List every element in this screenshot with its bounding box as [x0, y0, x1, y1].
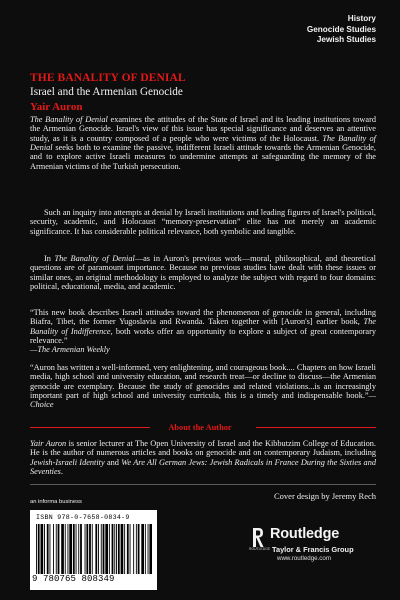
- title-italic: The Banality of Denial: [30, 133, 376, 153]
- barcode-bar: [95, 524, 97, 574]
- review-quote-choice: “Auron has written a well-informed, very enlightening, and courageous book.... Chapters on how Israeli media, high school and university education, and research treat—or decline to discuss—the Armenian genocide are exemplary. Because the study of genocides and related violations...is an increasingly important part of high school and university curricula, this is a timely and indispensable book.”—Choice: [30, 363, 376, 410]
- category-genocide-studies: Genocide Studies: [306, 24, 376, 34]
- category-history: History: [347, 14, 376, 23]
- about-author-heading: About the Author: [168, 423, 232, 432]
- publisher-name: Routledge: [270, 526, 340, 542]
- category-jewish-studies: Jewish Studies: [316, 35, 376, 44]
- barcode-bar: [69, 524, 72, 574]
- barcode-bar: [56, 524, 57, 574]
- barcode-digits: 9 780765 808349: [32, 574, 115, 584]
- description-paragraph-2: Such an inquiry into attempts at denial by Israeli institutions and leading figures of Israel's political, security, academic, and Holocaust “memory-preservation” elite has not merely an academic significance. It has considerable political relevance, both symbolic and tangible.: [30, 208, 376, 236]
- barcode-bar: [136, 524, 137, 574]
- barcode-bar: [85, 524, 86, 574]
- barcode-bar: [121, 524, 124, 574]
- barcode-bar: [98, 524, 99, 574]
- routledge-logo-caption: ROUTLEDGE: [249, 547, 271, 551]
- barcode-bar: [101, 524, 102, 574]
- barcode-bar: [103, 524, 105, 574]
- barcode-bar: [53, 524, 54, 574]
- book-title: THE BANALITY OF DENIAL: [30, 72, 186, 84]
- book-author: Yair Auron: [30, 101, 83, 113]
- quote-source: —The Armenian Weekly: [30, 345, 110, 355]
- publisher-group: Taylor & Francis Group: [272, 545, 354, 554]
- barcode-bar: [41, 524, 44, 574]
- review-quote-armenian-weekly: “This new book describes Israeli attitudes toward the phenomenon of genocide in general, including Biafra, Tibet, the former Yugoslavia and Rwanda. Taken together with [Auron's] earlier book, The Banality of Indifference, both works offer an opportunity to explore a subject of great contemporary relevance.” —The Armenian Weekly: [30, 308, 376, 355]
- quote-source: —Choice: [30, 391, 376, 410]
- isbn-barcode: [30, 510, 157, 590]
- barcode-bars: [35, 524, 152, 574]
- barcode-bar: [138, 524, 140, 574]
- cover-design-credit: Cover design by Jeremy Rech: [274, 491, 376, 501]
- barcode-bar: [145, 524, 146, 574]
- barcode-bar: [68, 524, 69, 574]
- barcode-bar: [116, 524, 117, 574]
- barcode-bar: [109, 524, 110, 574]
- subject-categories: [307, 14, 376, 46]
- barcode-bar: [73, 524, 75, 574]
- barcode-bar: [148, 524, 149, 574]
- barcode-bar: [133, 524, 134, 574]
- informa-tagline: an informa business: [30, 499, 82, 505]
- barcode-bar: [141, 524, 144, 574]
- divider-right: [256, 427, 376, 428]
- barcode-bar: [44, 524, 45, 574]
- barcode-bar: [89, 524, 91, 574]
- barcode-bar: [124, 524, 125, 574]
- publisher-website: www.routledge.com: [277, 555, 331, 562]
- barcode-bar: [38, 524, 40, 574]
- barcode-bar: [61, 524, 64, 574]
- barcode-bar: [114, 524, 115, 574]
- book-subtitle: Israel and the Armenian Genocide: [30, 86, 183, 98]
- description-paragraph-3: In The Banality of Denial—as in Auron's previous work—moral, philosophical, and theoretical questions are of paramount importance. Because no previous studies have dealt with these issues or similar ones, an original methodology is employed to analyze the subject with regard to four domains: political, educational, media, and academic.: [30, 254, 376, 292]
- barcode-bar: [118, 524, 120, 574]
- title-italic: The Banality of Denial: [30, 115, 108, 124]
- isbn-number: ISBN 978-0-7658-0834-9: [36, 514, 130, 521]
- barcode-bar: [47, 524, 49, 574]
- barcode-bar: [127, 524, 129, 574]
- barcode-bar: [50, 524, 51, 574]
- barcode-bar: [149, 524, 152, 574]
- barcode-bar: [86, 524, 88, 574]
- barcode-bar: [78, 524, 79, 574]
- barcode-bar: [76, 524, 77, 574]
- description-paragraph-1: The Banality of Denial examines the attitudes of the State of Israel and its leading institutions toward the Armenian Genocide. Israel's view of this issue has special significance and deserves an attentive study, as it is a country composed of a people who were victims of the Holocaust. The Banality of Denial seeks both to examine the passive, indifferent Israeli attitude towards the Armenian Genocide, and to explore active Israeli measures to undermine attempts at safeguarding the memory of the Armenian victims of the Turkish persecution.: [30, 115, 376, 171]
- barcode-bar: [92, 524, 93, 574]
- barcode-bar: [105, 524, 108, 574]
- barcode-bar: [80, 524, 82, 574]
- barcode-bar: [58, 524, 60, 574]
- barcode-bar: [112, 524, 114, 574]
- barcode-bar: [65, 524, 66, 574]
- barcode-bar: [130, 524, 131, 574]
- footer-divider: [30, 484, 376, 485]
- barcode-bar: [36, 524, 37, 574]
- author-bio: Yair Auron is senior lecturer at The Open University of Israel and the Kibbutzim College of Education. He is the author of numerous articles and books on genocide and on contemporary Judaism, including Jewish-Israeli Identity and We Are All German Jews: Jewish Radicals in France During the Sixties and Seventies.: [30, 439, 376, 477]
